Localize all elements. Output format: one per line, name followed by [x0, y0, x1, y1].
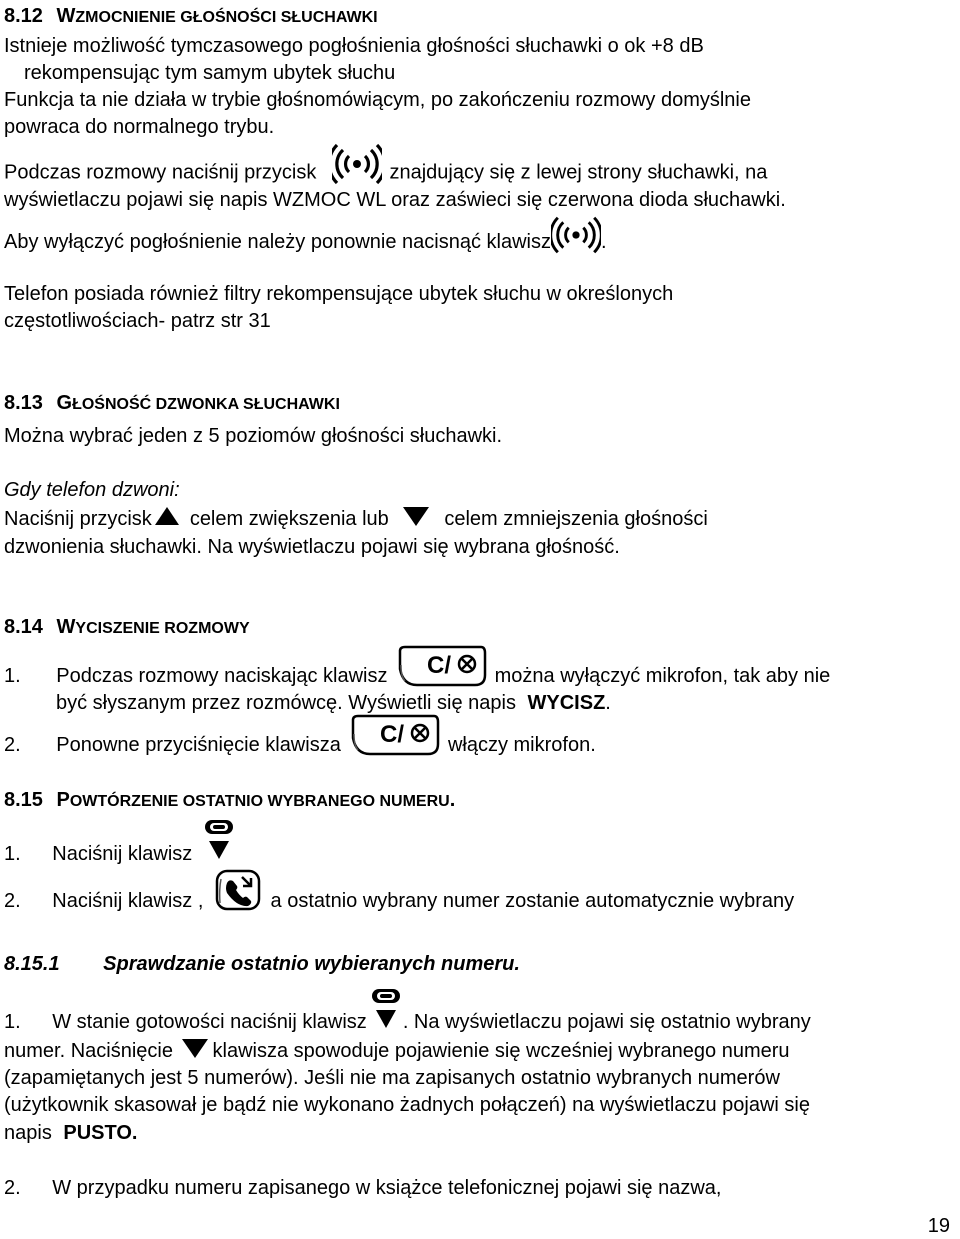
section-title-initial: P	[56, 789, 70, 811]
nav-down-key-icon	[369, 988, 403, 1032]
list-item	[4, 842, 236, 866]
list-item	[4, 889, 794, 913]
section-number: 8.15.1	[4, 953, 60, 975]
sound-wave-icon	[332, 142, 382, 186]
text-segment: Podczas rozmowy naciśnij przycisk	[4, 161, 317, 184]
text-segment: Naciśnij przycisk	[4, 508, 152, 530]
text-segment: Naciśnij klawisz	[52, 843, 193, 865]
text-segment: celem zmniejszenia głośności	[444, 508, 708, 530]
section-number: 8.12	[4, 5, 43, 27]
section-8-12-heading	[4, 4, 378, 30]
section-title-initial: W	[56, 616, 76, 638]
paragraph-line: wyświetlaczu pojawi się napis WZMOC WL oraz zaświeci się czerwona dioda słuchawki.	[4, 189, 786, 211]
list-number: 1.	[4, 843, 21, 865]
section-8-13-heading	[4, 391, 340, 417]
paragraph-line: Funkcja ta nie działa w trybie głośnomówiącym, po zakończeniu rozmowy domyślnie	[4, 89, 751, 111]
text-segment: Aby wyłączyć pogłośnienie należy ponownie nacisnąć klawisz	[4, 231, 551, 253]
text-segment: W przypadku numeru zapisanego w książce telefonicznej pojawi się nazwa,	[52, 1177, 722, 1199]
page-number: 19	[927, 1215, 950, 1237]
text-segment: W stanie gotowości naciśnij klawisz	[52, 1011, 367, 1033]
list-number: 2.	[4, 890, 21, 912]
section-number: 8.14	[4, 616, 43, 638]
list-number: 1.	[4, 1011, 21, 1033]
paragraph-line: rekompensując tym samym ubytek słuchu	[24, 62, 396, 84]
section-title-initial: W	[56, 5, 76, 27]
paragraph-line: Można wybrać jeden z 5 poziomów głośności słuchawki.	[4, 425, 503, 447]
text-segment: włączy mikrofon.	[447, 734, 596, 756]
paragraph-line	[4, 507, 708, 531]
list-item	[4, 664, 830, 689]
call-key-icon	[215, 869, 261, 913]
text-segment: znajdujący się z lewej strony słuchawki, na	[389, 161, 768, 184]
paragraph-line: (zapamiętanych jest 5 numerów). Jeśli nie ma zapisanych ostatnio wybranych numerów	[4, 1067, 780, 1089]
text-segment: klawisza spowoduje pojawienie się wcześniej wybranego numeru	[212, 1040, 790, 1062]
text-segment: Naciśnij klawisz ,	[52, 890, 204, 912]
paragraph-line: (użytkownik skasował je bądź nie wykonano żadnych połączeń) na wyświetlaczu pojawi się	[4, 1094, 810, 1116]
text-segment: można wyłączyć mikrofon, tak aby nie	[494, 665, 831, 687]
display-message: PUSTO.	[63, 1122, 138, 1144]
list-item-continuation	[56, 691, 611, 715]
paragraph-line	[4, 1039, 790, 1063]
section-title-rest: ŁOŚNOŚĆ DZWONKA SŁUCHAWKI	[72, 396, 340, 413]
section-title-rest: YCISZENIE ROZMOWY	[75, 620, 250, 637]
text-segment: . Na wyświetlaczu pojawi się ostatnio wybrany	[402, 1011, 811, 1033]
paragraph-line	[4, 1121, 137, 1145]
section-8-14-heading	[4, 615, 250, 641]
section-number: 8.13	[4, 392, 43, 414]
paragraph-line: Istnieje możliwość tymczasowego pogłośnienia głośności słuchawki o ok +8 dB	[4, 35, 704, 57]
section-title-initial: G	[56, 392, 73, 414]
subsection-8-15-1-heading	[4, 952, 520, 976]
list-number: 1.	[4, 665, 21, 687]
section-title-rest: OWTÓRZENIE OSTATNIO WYBRANEGO NUMERU	[69, 793, 450, 810]
paragraph-line	[4, 160, 767, 186]
sound-wave-icon	[551, 215, 601, 255]
paragraph-line: Telefon posiada również filtry rekompensujące ubytek słuchu w określonych	[4, 283, 674, 305]
section-title-rest: ZMOCNIENIE GŁOŚNOŚCI SŁUCHAWKI	[75, 9, 378, 26]
text-segment: .	[605, 692, 611, 714]
paragraph-line	[4, 230, 607, 255]
text-segment: a ostatnio wybrany numer zostanie automatycznie wybrany	[270, 890, 795, 912]
section-8-15-heading	[4, 788, 455, 814]
paragraph-line: częstotliwościach- patrz str 31	[4, 310, 271, 332]
paragraph-line: dzwonienia słuchawki. Na wyświetlaczu pojawi się wybrana głośność.	[4, 536, 620, 558]
list-number: 2.	[4, 734, 21, 756]
section-number: 8.15	[4, 789, 43, 811]
triangle-up-icon	[154, 505, 180, 527]
list-number: 2.	[4, 1177, 21, 1199]
section-title-end: .	[449, 789, 456, 811]
list-item	[4, 1176, 721, 1200]
list-item	[4, 1010, 811, 1034]
text-segment: być słyszanym przez rozmówcę. Wyświetli się napis	[56, 692, 516, 714]
section-title: Sprawdzanie ostatnio wybieranych numeru.	[103, 953, 520, 975]
list-item	[4, 733, 596, 758]
text-segment: .	[600, 231, 607, 253]
text-segment: napis	[4, 1122, 52, 1144]
text-segment: numer. Naciśnięcie	[4, 1040, 173, 1062]
triangle-down-icon	[181, 1037, 209, 1059]
triangle-down-icon	[402, 505, 430, 527]
display-message: WYCISZ	[527, 692, 606, 714]
paragraph-line: Gdy telefon dzwoni:	[4, 479, 180, 501]
text-segment: Ponowne przyciśnięcie klawisza	[56, 734, 341, 756]
text-segment: Podczas rozmowy naciskając klawisz	[56, 665, 388, 687]
clear-mute-key-icon	[350, 714, 440, 758]
nav-down-key-icon	[202, 819, 236, 863]
paragraph-line: powraca do normalnego trybu.	[4, 116, 275, 138]
clear-mute-key-icon	[397, 645, 487, 689]
text-segment: celem zwiększenia lub	[189, 508, 389, 530]
